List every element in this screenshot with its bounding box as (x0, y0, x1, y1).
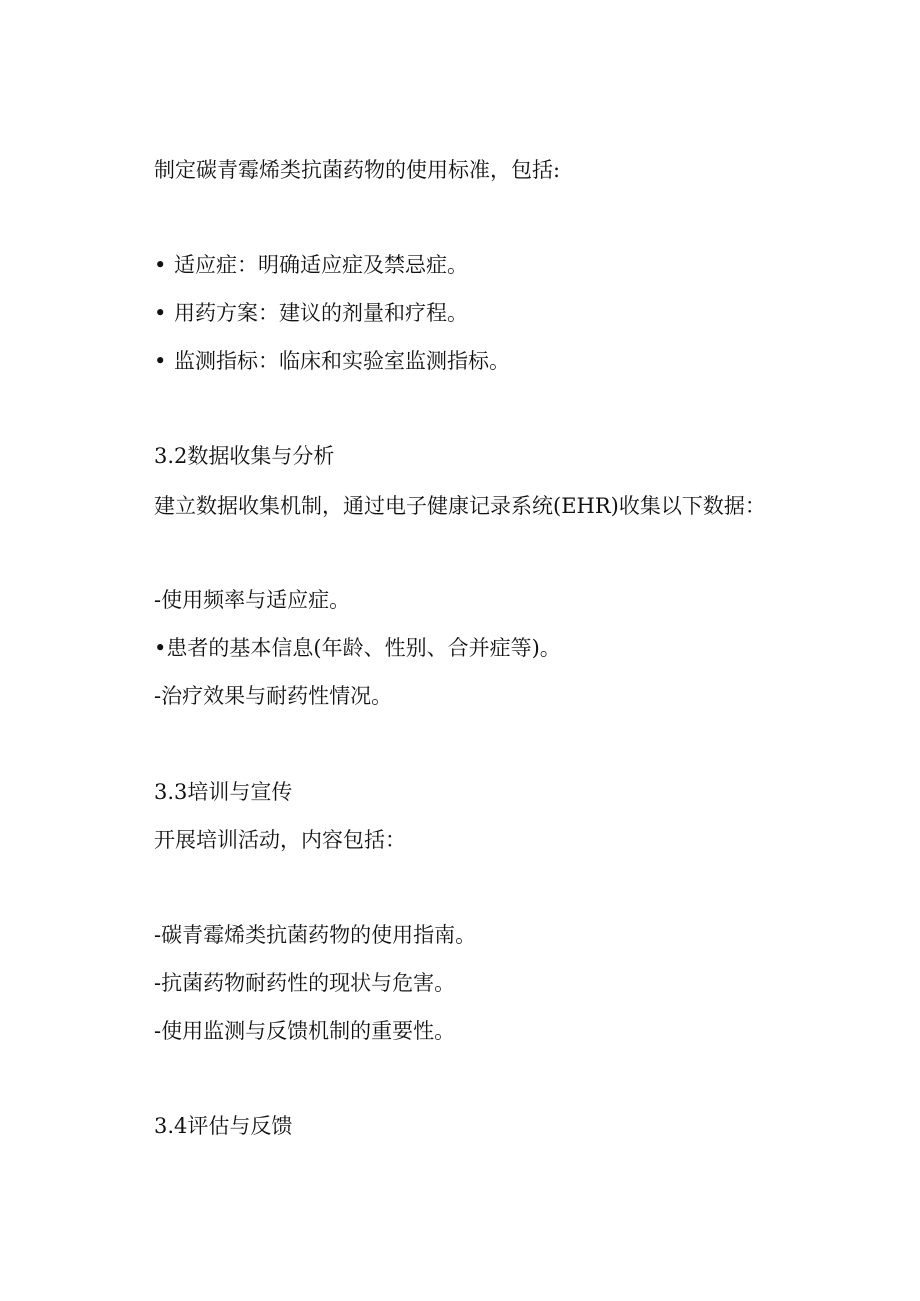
list-item: •患者的基本信息(年龄、性别、合并症等)。 (154, 636, 561, 660)
standard-item-text: 用药方案：建议的剂量和疗程。 (174, 301, 468, 325)
standard-item-regimen (154, 303, 468, 324)
bullet-icon: • (154, 253, 167, 277)
list-item: -治疗效果与耐药性情况。 (154, 684, 393, 708)
section-heading-3-4: 3.4评估与反馈 (154, 1114, 293, 1138)
section-heading-3-3: 3.3培训与宣传 (154, 780, 293, 804)
list-item: -使用监测与反馈机制的重要性。 (154, 1019, 456, 1043)
intro-paragraph: 制定碳青霉烯类抗菌药物的使用标准，包括: (154, 158, 561, 182)
standard-item-indications (154, 255, 468, 276)
standard-item-text: 适应症：明确适应症及禁忌症。 (174, 253, 468, 277)
list-item: -使用频率与适应症。 (154, 588, 351, 612)
bullet-icon: • (154, 301, 167, 325)
list-item: -抗菌药物耐药性的现状与危害。 (154, 971, 456, 995)
bullet-icon: • (154, 349, 167, 373)
section-3-2-paragraph: 建立数据收集机制，通过电子健康记录系统(EHR)收集以下数据： (154, 494, 766, 518)
section-heading-3-2: 3.2数据收集与分析 (154, 444, 335, 468)
standard-item-monitoring (154, 351, 510, 372)
section-3-3-paragraph: 开展培训活动，内容包括： (154, 828, 406, 852)
standard-item-text: 监测指标：临床和实验室监测指标。 (174, 349, 510, 373)
list-item: -碳青霉烯类抗菌药物的使用指南。 (154, 923, 477, 947)
